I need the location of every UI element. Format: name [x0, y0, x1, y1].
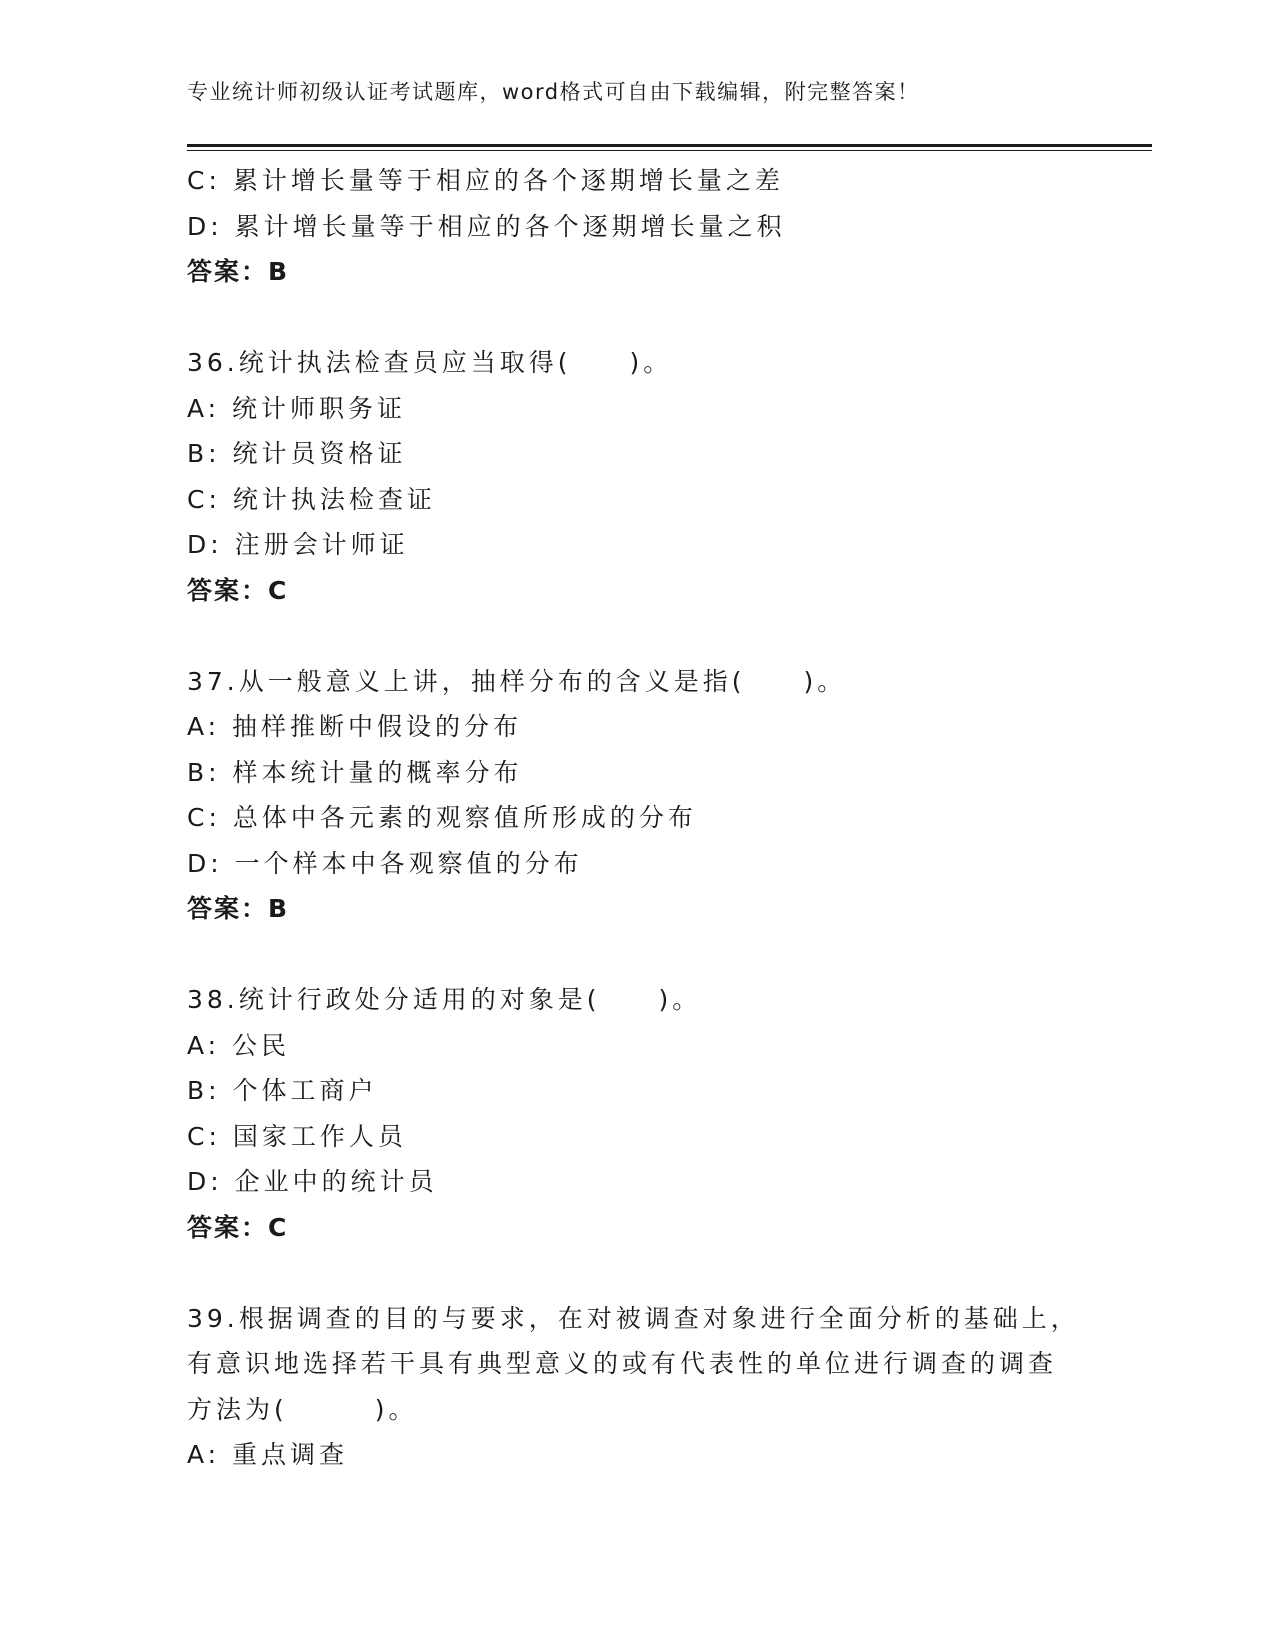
- question-39: [187, 1296, 1152, 1478]
- option-b: B: 样本统计量的概率分布: [187, 757, 523, 787]
- option-c: C: 统计执法检查证: [187, 484, 436, 514]
- question-stem: 36.统计执法检查员应当取得( )。: [187, 348, 673, 377]
- option-b: B: 个体工商户: [187, 1076, 378, 1105]
- option-a: A: 公民: [187, 1030, 291, 1060]
- question-stem-line-1: 39.根据调查的目的与要求，在对被调查对象进行全面分析的基础上，: [187, 1303, 1080, 1333]
- option-c: C: 国家工作人员: [187, 1121, 407, 1151]
- question-37: [187, 659, 1152, 932]
- question-38: [187, 977, 1152, 1250]
- spacer: [187, 613, 1152, 659]
- question-content: [187, 158, 1152, 1478]
- option-c: C: 累计增长量等于相应的各个逐期增长量之差: [187, 166, 784, 195]
- spacer: [187, 1250, 1152, 1296]
- answer: 答案：B: [187, 894, 290, 923]
- option-a: A: 统计师职务证: [187, 393, 407, 423]
- question-36: [187, 340, 1152, 613]
- question-stem-line-2: 有意识地选择若干具有典型意义的或有代表性的单位进行调查的调查: [187, 1349, 1058, 1378]
- question-stem: 38.统计行政处分适用的对象是( )。: [187, 985, 702, 1014]
- answer: 答案：B: [187, 257, 290, 286]
- option-d: D: 注册会计师证: [187, 530, 409, 559]
- option-a: A: 抽样推断中假设的分布: [187, 712, 523, 741]
- option-b: B: 统计员资格证: [187, 439, 407, 468]
- spacer: [187, 295, 1152, 341]
- option-c: C: 总体中各元素的观察值所形成的分布: [187, 803, 697, 832]
- option-d: D: 企业中的统计员: [187, 1167, 438, 1196]
- question-stem-line-3: 方法为( )。: [187, 1394, 418, 1424]
- spacer: [187, 932, 1152, 978]
- option-a: A: 重点调查: [187, 1440, 349, 1469]
- header-rule-thick: [187, 144, 1152, 147]
- answer: 答案：C: [187, 1212, 289, 1242]
- page-header: 专业统计师初级认证考试题库，word格式可自由下载编辑，附完整答案！: [187, 80, 920, 104]
- option-d: D: 累计增长量等于相应的各个逐期增长量之积: [187, 211, 786, 241]
- prev-question: [187, 158, 1152, 295]
- question-stem: 37.从一般意义上讲，抽样分布的含义是指( )。: [187, 666, 847, 696]
- option-d: D: 一个样本中各观察值的分布: [187, 848, 583, 878]
- answer: 答案：C: [187, 575, 289, 605]
- header-rule-thin: [187, 150, 1152, 151]
